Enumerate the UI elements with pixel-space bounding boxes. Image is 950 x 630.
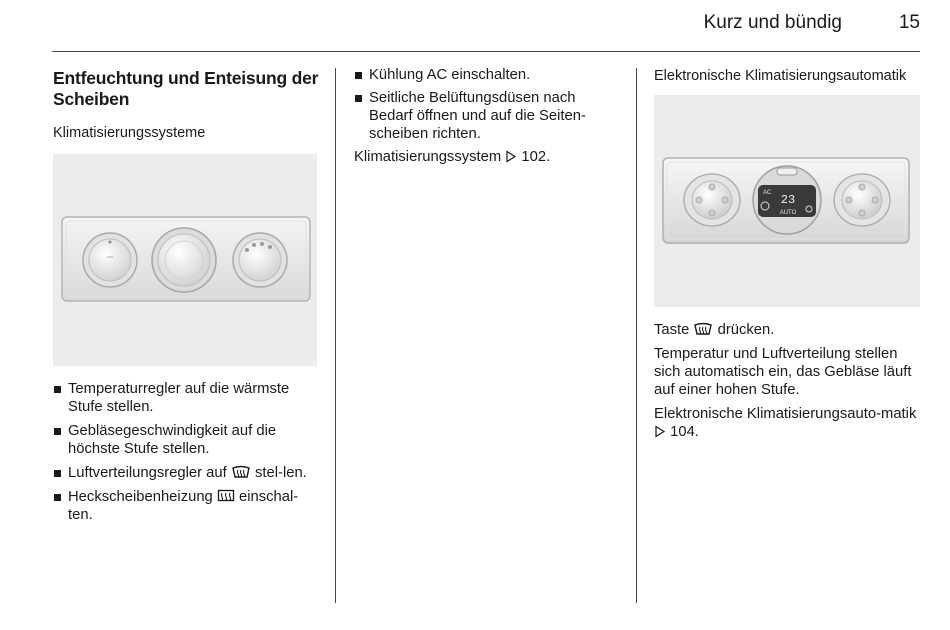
electronic-climate-control-figure (654, 95, 920, 307)
climate-control-panel-figure (53, 154, 317, 366)
subsection-heading: Klimatisierungssysteme (53, 125, 206, 141)
list-item-text: Heckscheibenheizung (68, 489, 217, 505)
list-item: Temperaturregler auf die wärmste Stufe stellen. (53, 380, 321, 416)
windshield-defrost-icon (693, 322, 713, 336)
list-item: Gebläsegeschwindigkeit auf die höchste Stufe stellen. (53, 422, 321, 458)
climate-control-panel-illustration (53, 154, 317, 366)
list-item: Seitliche Belüftungsdüsen nach Bedarf öffnen und auf die Seiten-scheiben richten. (354, 89, 616, 143)
electronic-climate-control-illustration (654, 95, 920, 307)
list-item (53, 464, 321, 482)
paragraph: Temperatur und Luftverteilung stellen sich automatisch ein, das Gebläse läuft auf einer hohen Stufe. (654, 346, 912, 398)
list-item-text: einschal-ten. (68, 489, 299, 523)
column-divider-2 (636, 68, 637, 603)
section-heading: Entfeuchtung und Enteisung der Scheiben (53, 68, 319, 109)
reference-page: 102. (517, 149, 551, 165)
page-number: 15 (898, 12, 920, 33)
column-2 (354, 66, 616, 166)
display-mode-label: AUTO (779, 210, 797, 216)
instruction-list (354, 66, 616, 143)
display-ac-label: AC (763, 190, 772, 196)
column-1 (53, 68, 321, 530)
paragraph-text: Taste (654, 322, 694, 338)
paragraph-text: drücken. (713, 322, 775, 338)
instruction-list (53, 380, 321, 524)
reference-text: Klimatisierungssystem (354, 149, 506, 165)
header-divider (52, 51, 920, 52)
reference-arrow-icon (505, 150, 517, 163)
section-title: Kurz und bündig (703, 12, 842, 33)
windshield-defrost-icon (231, 465, 251, 479)
page-header (0, 8, 950, 38)
list-item-text: stel-len. (250, 465, 307, 481)
cross-reference (354, 148, 616, 166)
reference-text: Elektronische Klimatisierungsauto-matik (654, 406, 917, 422)
list-item (53, 488, 321, 524)
column-divider-1 (335, 68, 336, 603)
rear-window-heating-icon (217, 489, 235, 503)
column-3 (654, 68, 924, 441)
reference-page: 104. (666, 424, 699, 440)
list-item-text: Luftverteilungsregler auf (68, 465, 231, 481)
list-item: Kühlung AC einschalten. (354, 66, 616, 84)
reference-arrow-icon (654, 425, 666, 438)
display-temperature: 23 (780, 193, 796, 207)
cross-reference (654, 405, 924, 441)
paragraph (654, 321, 924, 339)
section-heading: Elektronische Klimatisierungsautomatik (654, 68, 907, 84)
